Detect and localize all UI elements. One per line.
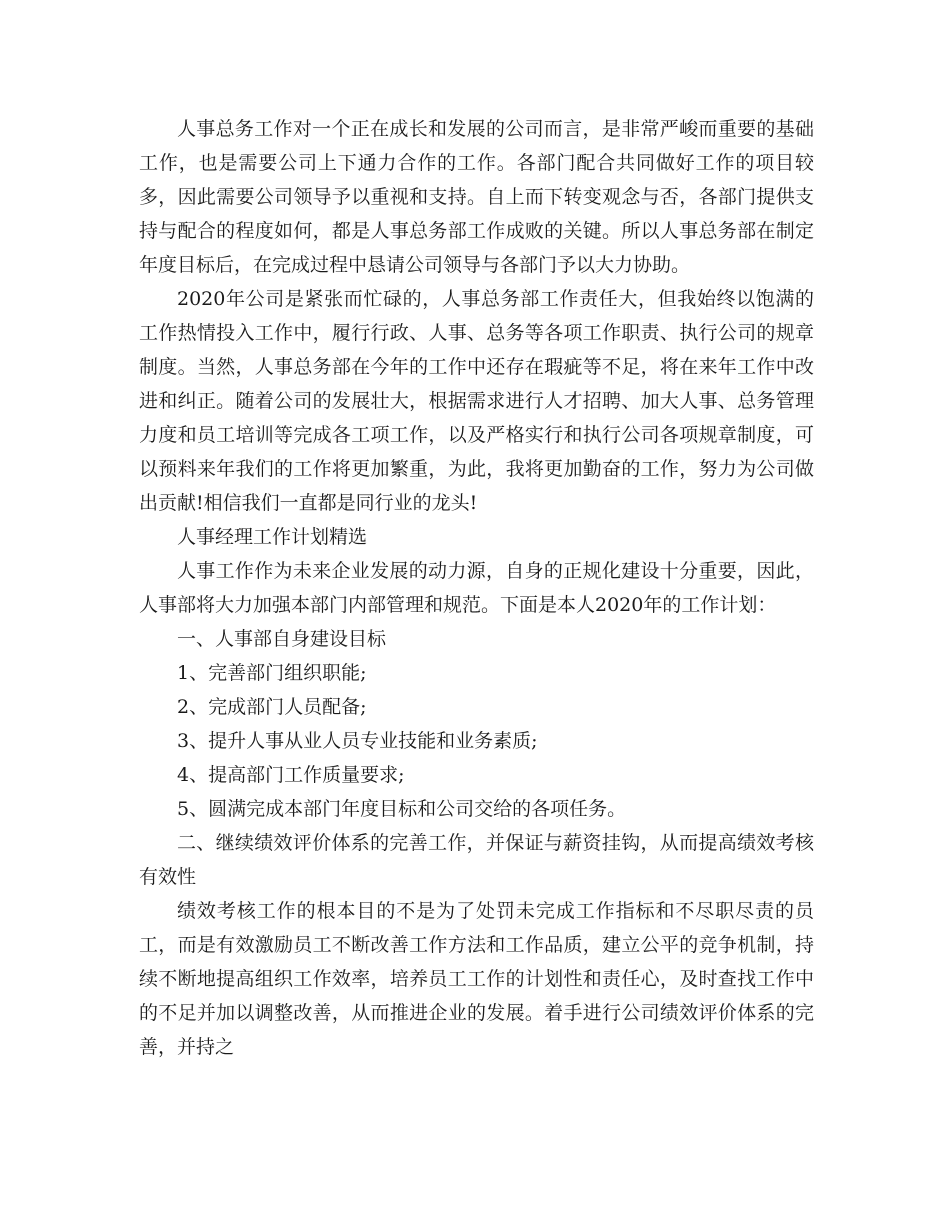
list-item: 3、提升人事从业人员专业技能和业务素质; — [177, 730, 538, 752]
document-body — [139, 112, 814, 1064]
list-heading-1: 一、人事部自身建设目标 — [177, 628, 387, 650]
paragraph-performance: 绩效考核工作的根本目的不是为了处罚未完成工作指标和不尽职尽责的员工，而是有效激励员工不断改善工作方法和工作品质，建立公平的竞争机制，持续不断地提高组织工作效率，培养员工工作的计划性和责任心，及时查找工作中的不足并加以调整改善，从而推进企业的发展。着手进行公司绩效评价体系的完善，并持之 — [139, 900, 814, 1058]
list-item: 1、完善部门组织职能; — [177, 662, 367, 684]
list-item: 5、圆满完成本部门年度目标和公司交给的各项任务。 — [177, 798, 627, 820]
list-heading-2: 二、继续绩效评价体系的完善工作，并保证与薪资挂钩，从而提高绩效考核有效性 — [139, 832, 814, 888]
list-item: 4、提高部门工作质量要求; — [177, 764, 405, 786]
paragraph-plan-intro: 人事工作作为未来企业发展的动力源，自身的正规化建设十分重要，因此，人事部将大力加强本部门内部管理和规范。下面是本人2020年的工作计划： — [139, 560, 814, 616]
section-heading: 人事经理工作计划精选 — [177, 526, 368, 548]
paragraph-intro: 人事总务工作对一个正在成长和发展的公司而言，是非常严峻而重要的基础工作，也是需要公司上下通力合作的工作。各部门配合共同做好工作的项目较多，因此需要公司领导予以重视和支持。自上而下转变观念与否，各部门提供支持与配合的程度如何，都是人事总务部工作成败的关键。所以人事总务部在制定年度目标后，在完成过程中恳请公司领导与各部门予以大力协助。 — [139, 118, 814, 276]
list-item: 2、完成部门人员配备; — [177, 696, 367, 718]
paragraph-2020-review: 2020年公司是紧张而忙碌的，人事总务部工作责任大，但我始终以饱满的工作热情投入工作中，履行行政、人事、总务等各项工作职责、执行公司的规章制度。当然，人事总务部在今年的工作中还存在瑕疵等不足，将在来年工作中改进和纠正。随着公司的发展壮大，根据需求进行人才招聘、加大人事、总务管理力度和员工培训等完成各工项工作，以及严格实行和执行公司各项规章制度，可以预料来年我们的工作将更加繁重，为此，我将更加勤奋的工作，努力为公司做出贡献!相信我们一直都是同行业的龙头! — [139, 288, 814, 514]
